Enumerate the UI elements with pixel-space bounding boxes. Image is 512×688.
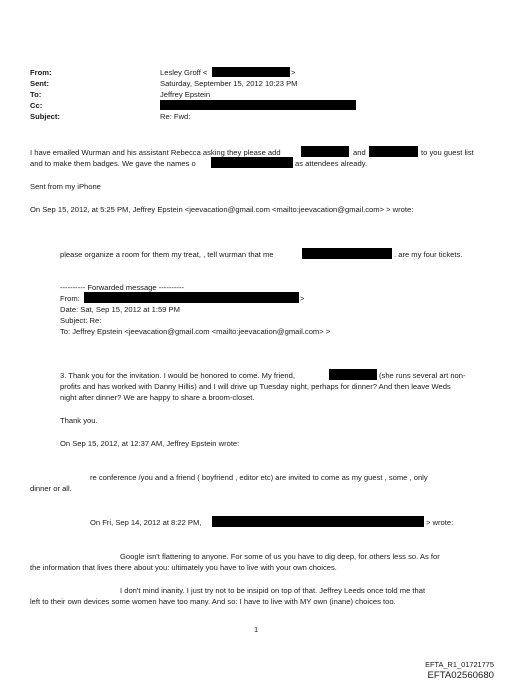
- redaction-block: [329, 369, 377, 380]
- redaction-block: [302, 248, 392, 259]
- body-line: and to make them badges. We gave the names o: [30, 159, 196, 168]
- quote-header-line: On Sep 15, 2012, at 5:25 PM, Jeffrey Epstein <jeevacation@gmail.com <mailto:jeevacation@gmail.com> > wrote:: [30, 205, 414, 214]
- thank-you-line: Thank you.: [60, 416, 98, 425]
- body-line: and: [353, 148, 366, 157]
- fwd-from-close: >: [300, 294, 305, 303]
- body-line: the information that lives there about you: ultimately you have to live with your own choices.: [30, 563, 337, 572]
- body-line: night after dinner? We are happy to share a broom-closet.: [60, 393, 255, 402]
- fwd-from-label: From:: [60, 294, 80, 303]
- forwarded-header: ---------- Forwarded message ----------: [60, 283, 185, 292]
- from-label: From:: [30, 68, 52, 77]
- sent-value: Saturday, September 15, 2012 10:23 PM: [160, 79, 298, 88]
- body-line: (she runs several art non-: [379, 371, 466, 380]
- to-label: To:: [30, 90, 42, 99]
- body-line: 3. Thank you for the invitation. I would be honored to come. My friend,: [60, 371, 295, 380]
- redaction-block: [301, 146, 349, 157]
- redaction-block: [369, 146, 418, 157]
- quote-header-line: On Sep 15, 2012, at 12:37 AM, Jeffrey Epstein wrote:: [60, 439, 240, 448]
- body-line: please organize a room for them my treat, , tell wurman that me: [60, 250, 274, 259]
- body-line: . are my four tickets.: [394, 250, 463, 259]
- quote-header-line: On Fri, Sep 14, 2012 at 8:22 PM,: [90, 518, 202, 527]
- subject-value: Re: Fwd:: [160, 112, 191, 121]
- subject-label: Subject:: [30, 112, 60, 121]
- fwd-to: To: Jeffrey Epstein <jeevacation@gmail.com <mailto:jeevacation@gmail.com> >: [60, 327, 331, 336]
- body-line: to you guest list: [421, 148, 474, 157]
- from-value: Lesley Groff <: [160, 68, 208, 77]
- to-value: Jeffrey Epstein: [160, 90, 211, 99]
- fwd-date: Date: Sat, Sep 15, 2012 at 1:59 PM: [60, 305, 180, 314]
- sent-from-line: Sent from my iPhone: [30, 182, 101, 191]
- body-line: I have emailed Wurman and his assistant Rebecca asking they please add: [30, 148, 281, 157]
- body-line: left to their own devices some women have too many. And so: I have to live with MY own (inane) choices too.: [30, 597, 396, 606]
- redaction-block: [212, 67, 290, 77]
- quote-header-wrote: > wrote:: [426, 518, 454, 527]
- body-line: dinner or all.: [30, 484, 72, 493]
- page-number: 1: [254, 625, 259, 634]
- cc-label: Cc:: [30, 101, 43, 110]
- body-line: I don't mind inanity. I just try not to be insipid on top of that. Jeffrey Leeds once told me that: [120, 586, 426, 595]
- redaction-block: [160, 100, 356, 110]
- from-close: >: [291, 68, 296, 77]
- redaction-block: [211, 157, 293, 168]
- body-line: Google isn't flattering to anyone. For some of us you have to dig deep, for others less so. As for: [120, 552, 440, 561]
- fwd-subject: Subject: Re:: [60, 316, 102, 325]
- body-line: as attendees already.: [295, 159, 368, 168]
- redaction-block: [212, 516, 424, 527]
- sent-label: Sent:: [30, 79, 49, 88]
- redaction-block: [84, 292, 299, 303]
- body-line: profits and has worked with Danny Hillis) and I will drive up Tuesday night, perhaps for dinner? And then leave Weds: [60, 382, 451, 391]
- bates-number-primary: EFTA_R1_01721775: [425, 660, 494, 669]
- body-line: re conference /you and a friend ( boyfriend , editor etc) are invited to come as my guest , some , only: [90, 473, 428, 482]
- bates-number-secondary: EFTA02560680: [427, 670, 494, 681]
